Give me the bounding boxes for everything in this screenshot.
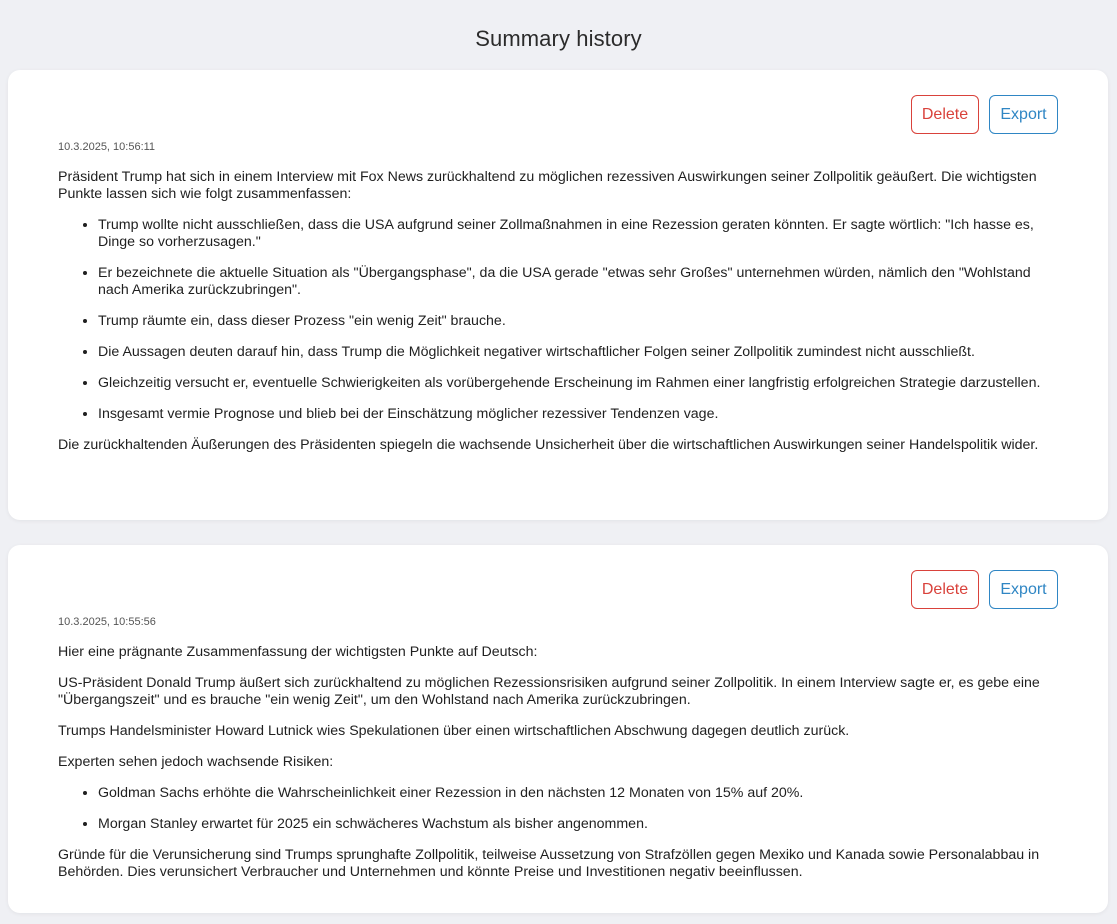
summary-paragraph: Präsident Trump hat sich in einem Interview mit Fox News zurückhaltend zu möglichen rezessiven Auswirkungen seiner Zollpolitik geäußert. Die wichtigsten Punkte lassen sich wie folgt zusammenfassen: bbox=[58, 169, 1037, 202]
export-button[interactable]: Export bbox=[989, 570, 1058, 609]
list-item: • Er bezeichnete die aktuelle Situation als "Übergangsphase", da die USA gerade "etwas sehr Großes" unternehmen würden, nämlich den "Wohlstand nach Amerika zurückzubringen". bbox=[98, 265, 1058, 299]
summary-paragraph: Experten sehen jedoch wachsende Risiken: bbox=[58, 754, 334, 770]
list-item: • Goldman Sachs erhöhte die Wahrscheinlichkeit einer Rezession in den nächsten 12 Monaten von 15% auf 20%. bbox=[98, 785, 1058, 802]
list-item: • Trump wollte nicht ausschließen, dass die USA aufgrund seiner Zollmaßnahmen in eine Rezession geraten könnten. Er sagte wörtlich: "Ich hasse es, Dinge so vorherzusagen." bbox=[98, 217, 1058, 251]
delete-button[interactable]: Delete bbox=[911, 95, 979, 134]
summary-timestamp: 10.3.2025, 10:55:56 bbox=[58, 616, 156, 628]
summary-content bbox=[58, 169, 1058, 468]
delete-button[interactable]: Delete bbox=[911, 570, 979, 609]
summary-paragraph: Hier eine prägnante Zusammenfassung der wichtigsten Punkte auf Deutsch: bbox=[58, 644, 538, 660]
list-item: • Trump räumte ein, dass dieser Prozess "ein wenig Zeit" brauche. bbox=[98, 313, 1058, 330]
list-item: • Gleichzeitig versucht er, eventuelle Schwierigkeiten als vorübergehende Erscheinung im Rahmen einer langfristig erfolgreichen Strategie darzustellen. bbox=[98, 375, 1058, 392]
export-button[interactable]: Export bbox=[989, 95, 1058, 134]
summary-bullet-list bbox=[58, 217, 1058, 423]
summary-content bbox=[58, 644, 1058, 895]
summary-paragraph: US-Präsident Donald Trump äußert sich zurückhaltend zu möglichen Rezessionsrisiken aufgrund seiner Zollpolitik. In einem Interview sagte er, es gebe eine "Übergangszeit" und es brauche "ein wenig Zeit", um den Wohlstand nach Amerika zurückzubringen. bbox=[58, 675, 1040, 708]
summary-card bbox=[8, 70, 1108, 520]
summary-paragraph: Gründe für die Verunsicherung sind Trumps sprunghafte Zollpolitik, teilweise Aussetzung von Strafzöllen gegen Mexiko und Kanada sowie Personalabbau in Behörden. Dies verunsichert Verbraucher und Unternehmen und könnte Preise und Investitionen negativ beeinflussen. bbox=[58, 847, 1040, 880]
page-title: Summary history bbox=[475, 26, 642, 51]
card-actions bbox=[911, 95, 1058, 134]
list-item: • Insgesamt vermie Prognose und blieb bei der Einschätzung möglicher rezessiver Tendenzen vage. bbox=[98, 406, 1058, 423]
list-item: • Morgan Stanley erwartet für 2025 ein schwächeres Wachstum als bisher angenommen. bbox=[98, 816, 1058, 833]
summary-bullet-list bbox=[58, 785, 1058, 833]
summary-timestamp: 10.3.2025, 10:56:11 bbox=[58, 141, 156, 153]
summary-card bbox=[8, 545, 1108, 913]
list-item: • Die Aussagen deuten darauf hin, dass Trump die Möglichkeit negativer wirtschaftlicher Folgen seiner Zollpolitik zumindest nicht ausschließt. bbox=[98, 344, 1058, 361]
summary-paragraph: Die zurückhaltenden Äußerungen des Präsidenten spiegeln die wachsende Unsicherheit über die wirtschaftlichen Auswirkungen seiner Handelspolitik wider. bbox=[58, 437, 1039, 453]
summary-paragraph: Trumps Handelsminister Howard Lutnick wies Spekulationen über einen wirtschaftlichen Abschwung dagegen deutlich zurück. bbox=[58, 723, 850, 739]
card-actions bbox=[911, 570, 1058, 609]
